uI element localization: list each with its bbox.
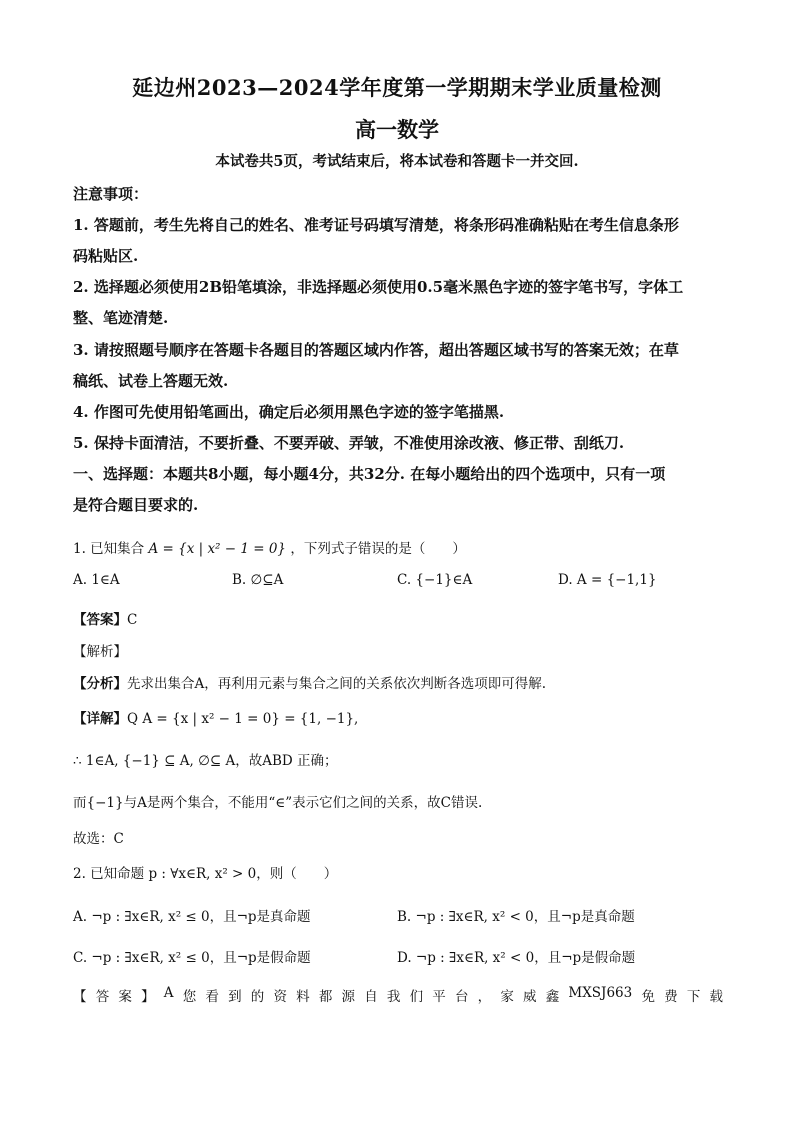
section-heading: 一、选择题：本题共8小题，每小题4分，共32分. 在每小题给出的四个选项中，只有一项 (73, 465, 666, 483)
footer-token: 的 (250, 989, 265, 1005)
question-1-suffix: ，下列式子错误的是（ ） (290, 541, 466, 557)
question-1-option-d: D. A = {−1,1} (558, 572, 657, 588)
fenxi-text: 先求出集合A，再利用元素与集合之间的关系依次判断各选项即可得解. (127, 676, 547, 692)
footer-token: 都 (318, 989, 333, 1005)
question-2-option-b: B. ¬p : ∃x∈R, x² < 0，且¬p是真命题 (397, 909, 635, 925)
footer-token: 自 (364, 989, 378, 1005)
exam-title: 延边州2023—2024学年度第一学期期末学业质量检测 (132, 75, 662, 100)
footer-token: 资 (273, 989, 287, 1005)
footer-token: A (163, 985, 174, 1001)
footer-token: ， (477, 989, 492, 1005)
footer-token: 源 (341, 989, 355, 1005)
answer-value: C (127, 612, 138, 628)
answer-watermark-line (73, 985, 723, 1005)
section-heading-cont: 是符合题目要求的. (73, 496, 199, 514)
footer-token: 载 (709, 989, 723, 1005)
question-1-choice: 故选：C (73, 831, 124, 847)
footer-token: 您 (182, 989, 197, 1005)
exam-intro: 本试卷共5页，考试结束后，将本试卷和答题卡一并交回. (215, 153, 579, 170)
exam-subject: 高一数学 (355, 117, 439, 142)
footer-token: 鑫 (545, 989, 560, 1005)
note-line: 整、笔迹清楚. (73, 309, 169, 327)
footer-token: MXSJ663 (568, 985, 633, 1001)
footer-token: 案 (118, 989, 132, 1005)
question-2-option-c: C. ¬p : ∃x∈R, x² ≤ 0，且¬p是假命题 (73, 950, 311, 966)
footer-token: 台 (454, 989, 469, 1005)
footer-token: 】 (141, 989, 155, 1005)
question-1-prefix: 1. 已知集合 (73, 541, 145, 557)
question-1-detail-line-3: 而{−1}与A是两个集合，不能用“∈”表示它们之间的关系，故C错误. (73, 795, 483, 811)
notes-heading: 注意事项： (73, 185, 149, 203)
answer-label: 【答案】 (73, 612, 127, 628)
question-1-option-a: A. 1∈A (73, 572, 120, 588)
note-line: 稿纸、试卷上答题无效. (73, 372, 229, 390)
question-1-fenxi (73, 672, 546, 692)
note-line: 码粘贴区. (73, 247, 139, 265)
question-1-set: A = {x | x² − 1 = 0} (148, 541, 287, 557)
footer-token: 威 (523, 989, 537, 1005)
footer-token: 下 (686, 989, 701, 1005)
footer-token: 到 (228, 989, 242, 1005)
note-line: 1. 答题前，考生先将自己的姓名、准考证号码填写清楚，将条形码准确粘贴在考生信息条形 (73, 216, 679, 234)
footer-token: 免 (641, 989, 655, 1005)
footer-token: 们 (409, 989, 424, 1005)
note-line: 2. 选择题必须使用2B铅笔填涂，非选择题必须使用0.5毫米黑色字迹的签字笔书写，字体工 (73, 278, 684, 296)
detail-label: 【详解】 (73, 711, 127, 727)
question-1-option-c: C. {−1}∈A (397, 572, 473, 588)
question-2-stem: 2. 已知命题 p : ∀x∈R, x² > 0，则（ ） (73, 866, 338, 882)
question-1-detail-line-2: ∴ 1∈A, {−1} ⊆ A, ∅⊆ A，故ABD 正确； (73, 753, 338, 769)
footer-token: 看 (205, 989, 219, 1005)
footer-token: 我 (386, 989, 401, 1005)
footer-token: 费 (664, 989, 678, 1005)
footer-token: 答 (95, 989, 110, 1005)
fenxi-label: 【分析】 (73, 676, 127, 692)
note-line: 5. 保持卡面清洁，不要折叠、不要弄破、弄皱，不准使用涂改液、修正带、刮纸刀. (73, 434, 625, 452)
note-line: 3. 请按照题号顺序在答题卡各题目的答题区域内作答，超出答题区域书写的答案无效；在草 (73, 341, 679, 359)
question-1-detail (73, 707, 358, 727)
detail-text: Q A = {x | x² − 1 = 0} = {1, −1}, (127, 711, 359, 727)
question-1-stem (73, 537, 466, 557)
question-1-option-b: B. ∅⊆A (232, 572, 284, 588)
analysis-label: 【解析】 (73, 644, 127, 660)
question-2-option-d: D. ¬p : ∃x∈R, x² < 0，且¬p是假命题 (397, 950, 636, 966)
footer-token: 家 (500, 989, 514, 1005)
footer-token: 平 (432, 989, 446, 1005)
question-2-option-a: A. ¬p : ∃x∈R, x² ≤ 0，且¬p是真命题 (73, 909, 311, 925)
note-line: 4. 作图可先使用铅笔画出，确定后必须用黑色字迹的签字笔描黑. (73, 403, 505, 421)
question-1-answer (73, 608, 137, 628)
footer-token: 【 (73, 989, 87, 1005)
footer-token: 料 (296, 989, 310, 1005)
